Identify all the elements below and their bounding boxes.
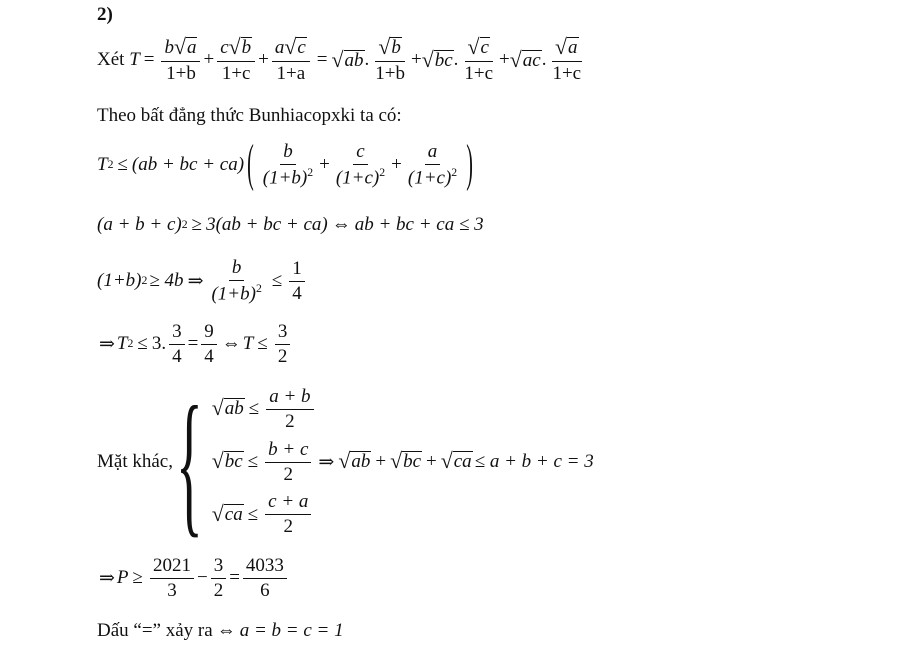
plus-sign: +: [499, 49, 510, 71]
radicand: ca: [453, 451, 472, 473]
denominator: 1+b: [166, 62, 196, 84]
numerator: 3: [169, 322, 185, 345]
equation-tbound: [97, 322, 293, 367]
plus-sign: +: [426, 451, 437, 472]
exponent: 2: [379, 165, 386, 179]
mid-expr: 3(ab + bc + ca): [206, 214, 328, 235]
den-base: (1+c): [335, 167, 380, 189]
equation-abc: [97, 214, 484, 236]
denominator: 4: [204, 345, 214, 367]
system-row-1: √ ab ≤ $\frac{a + b}{2}$: [212, 387, 596, 432]
radicand: bc: [224, 451, 243, 473]
dot: .: [541, 49, 547, 71]
implies-arrow: ⇒: [99, 333, 115, 355]
iff-arrow: ⇔: [216, 620, 236, 641]
condition-expr: a = b = c = 1: [239, 620, 344, 641]
text-theo: Theo bất đẳng thức Bunhiacopxki ta có:: [97, 105, 402, 126]
inequality-system: [212, 387, 596, 538]
equation-xet: [97, 37, 587, 84]
var-T: T: [242, 333, 254, 355]
numerator: 3: [275, 322, 291, 345]
fraction-3-2: [211, 556, 227, 601]
coef: c: [220, 37, 229, 59]
equality-condition: [97, 620, 344, 642]
fraction-2021-3: [150, 556, 194, 601]
radicand: c: [480, 37, 489, 58]
numerator: 2021: [150, 556, 194, 579]
denominator: 2: [283, 516, 294, 538]
rest: ≥ 4b: [149, 270, 184, 292]
le-sign: ≤: [247, 451, 259, 472]
sqrt-bc: √ bc: [421, 47, 453, 72]
lhs: (a + b + c): [97, 214, 182, 235]
minus-sign: −: [196, 567, 208, 589]
exponent: 2: [255, 281, 262, 295]
right-paren: ): [466, 135, 473, 193]
sum-expr: (ab + bc + ca): [131, 154, 245, 176]
equals-sign: =: [316, 49, 328, 71]
plus-sign: +: [410, 49, 422, 71]
implies-arrow: ⇒: [187, 270, 204, 292]
rhs: ab + bc + ca ≤ 3: [354, 214, 484, 235]
condition-text: Dấu “=” xảy ra: [97, 620, 213, 641]
fraction-4033-6: [243, 556, 287, 601]
radicand: ab: [344, 49, 364, 71]
numerator: 3: [211, 556, 227, 579]
fraction-4: √ b 1+b: [372, 37, 408, 84]
denominator: 1+c: [221, 62, 251, 84]
numerator: c + a: [265, 492, 311, 515]
plus-sign: +: [319, 154, 330, 176]
equals-sign: =: [229, 567, 240, 589]
radicand: a: [568, 37, 578, 58]
dot: .: [364, 49, 370, 71]
sqrt-ab: √ ab: [331, 47, 364, 72]
denominator: 1+c: [464, 62, 494, 84]
matkhac-label: Mặt khác,: [97, 451, 173, 472]
left-paren: (: [247, 135, 254, 193]
fraction-1: b √ a 1+b: [161, 37, 200, 84]
denominator: 4: [172, 345, 182, 367]
numerator: c: [353, 142, 367, 165]
den-base: (1+b): [262, 167, 308, 189]
fraction-5: √ c 1+c: [461, 37, 496, 84]
plus-sign: +: [203, 49, 215, 71]
plus-sign: +: [391, 154, 402, 176]
implies-arrow: ⇒: [99, 567, 115, 589]
exponent: 2: [307, 165, 314, 179]
system-row-3: √ ca ≤ $\frac{c + a}{2}$: [212, 492, 596, 537]
exponent: 2: [451, 165, 458, 179]
numerator: 4033: [243, 556, 287, 579]
var-T: T: [129, 49, 140, 71]
plus-sign: +: [258, 49, 269, 71]
system-row-2: √ bc ≤ $\frac{b + c}{2}$ ⇒ √ ab + √ bc + √ ca ≤ a + b + c = 3: [211, 438, 594, 485]
denominator: 6: [260, 579, 270, 601]
radicand: ab: [224, 398, 244, 420]
iff-arrow: ⇔: [331, 214, 351, 235]
sqrt-ac: √ ac: [509, 47, 541, 72]
le-sign: ≤: [248, 398, 260, 420]
denominator: 1+a: [276, 62, 306, 84]
exponent: 2: [107, 158, 114, 172]
exponent: 2: [141, 274, 148, 288]
radicand: bc: [403, 451, 421, 473]
le-sign: ≤: [117, 154, 128, 176]
coef-three: 3.: [151, 333, 167, 355]
fraction-3-4: [169, 322, 185, 367]
equation-p: [97, 556, 290, 601]
dot: .: [453, 49, 459, 71]
le-sign: ≤: [257, 333, 268, 355]
denominator: 1+b: [375, 62, 405, 84]
equation-t2: [97, 135, 476, 193]
denominator: 4: [292, 282, 302, 304]
coef: a: [274, 37, 285, 59]
fraction-b: [208, 258, 264, 304]
den-base: (1+c): [407, 167, 452, 189]
equals-sign: =: [143, 49, 155, 71]
radicand: a: [186, 37, 197, 59]
exponent: 2: [127, 337, 134, 351]
equation-matkhac: [97, 373, 596, 551]
tail-expr: ≤ a + b + c = 3: [474, 451, 594, 472]
fraction-quarter: [289, 259, 305, 304]
exponent: 2: [181, 218, 188, 231]
implies-arrow: ⇒: [318, 451, 335, 473]
fraction-a: [405, 142, 460, 188]
radicand: ac: [522, 49, 541, 71]
le-sign: ≤: [247, 503, 259, 525]
xet-prefix: Xét: [97, 49, 125, 71]
numerator: 1: [289, 259, 305, 282]
radicand: ab: [351, 451, 371, 473]
var-P: P: [116, 567, 129, 589]
numerator: a: [425, 142, 441, 165]
fraction-b: [260, 142, 316, 188]
var-T: T: [116, 333, 128, 355]
radicand: ca: [224, 503, 243, 525]
fraction-6: √ a 1+c: [549, 37, 584, 84]
left-brace: {: [175, 373, 203, 551]
denominator: 2: [283, 463, 294, 485]
fraction-3-2: [275, 322, 291, 367]
iff-arrow: ⇔: [221, 333, 241, 355]
numerator: 9: [201, 322, 217, 345]
var-T: T: [97, 154, 108, 176]
denominator: 1+c: [552, 62, 582, 84]
section-label: 2): [97, 4, 113, 25]
fraction-9-4: [201, 322, 217, 367]
equals-sign: =: [187, 333, 199, 355]
radicand: bc: [434, 49, 453, 71]
numerator: b + c: [265, 440, 311, 463]
numerator: a + b: [266, 387, 313, 410]
ge-sign: ≥: [191, 214, 203, 235]
equation-1b: [97, 258, 308, 304]
denominator: 3: [167, 579, 177, 601]
radicand: c: [297, 37, 306, 59]
fraction-2: c √ b 1+c: [217, 37, 255, 84]
radicand: b: [241, 37, 252, 59]
numerator: b: [229, 258, 245, 281]
den-base: (1+b): [211, 283, 256, 305]
radicand: b: [391, 37, 401, 58]
plus-sign: +: [375, 451, 387, 472]
le-sign: ≤: [137, 333, 148, 355]
ge-sign: ≥: [132, 567, 143, 589]
denominator: 2: [213, 579, 224, 601]
denominator: 2: [277, 345, 288, 367]
fraction-c: [333, 142, 388, 188]
numerator: b: [280, 142, 296, 165]
fraction-3: a √ c 1+a: [272, 37, 310, 84]
le-sign: ≤: [271, 270, 283, 292]
denominator: 2: [285, 410, 295, 432]
lhs: (1+b): [97, 270, 142, 292]
coef: b: [164, 37, 174, 59]
